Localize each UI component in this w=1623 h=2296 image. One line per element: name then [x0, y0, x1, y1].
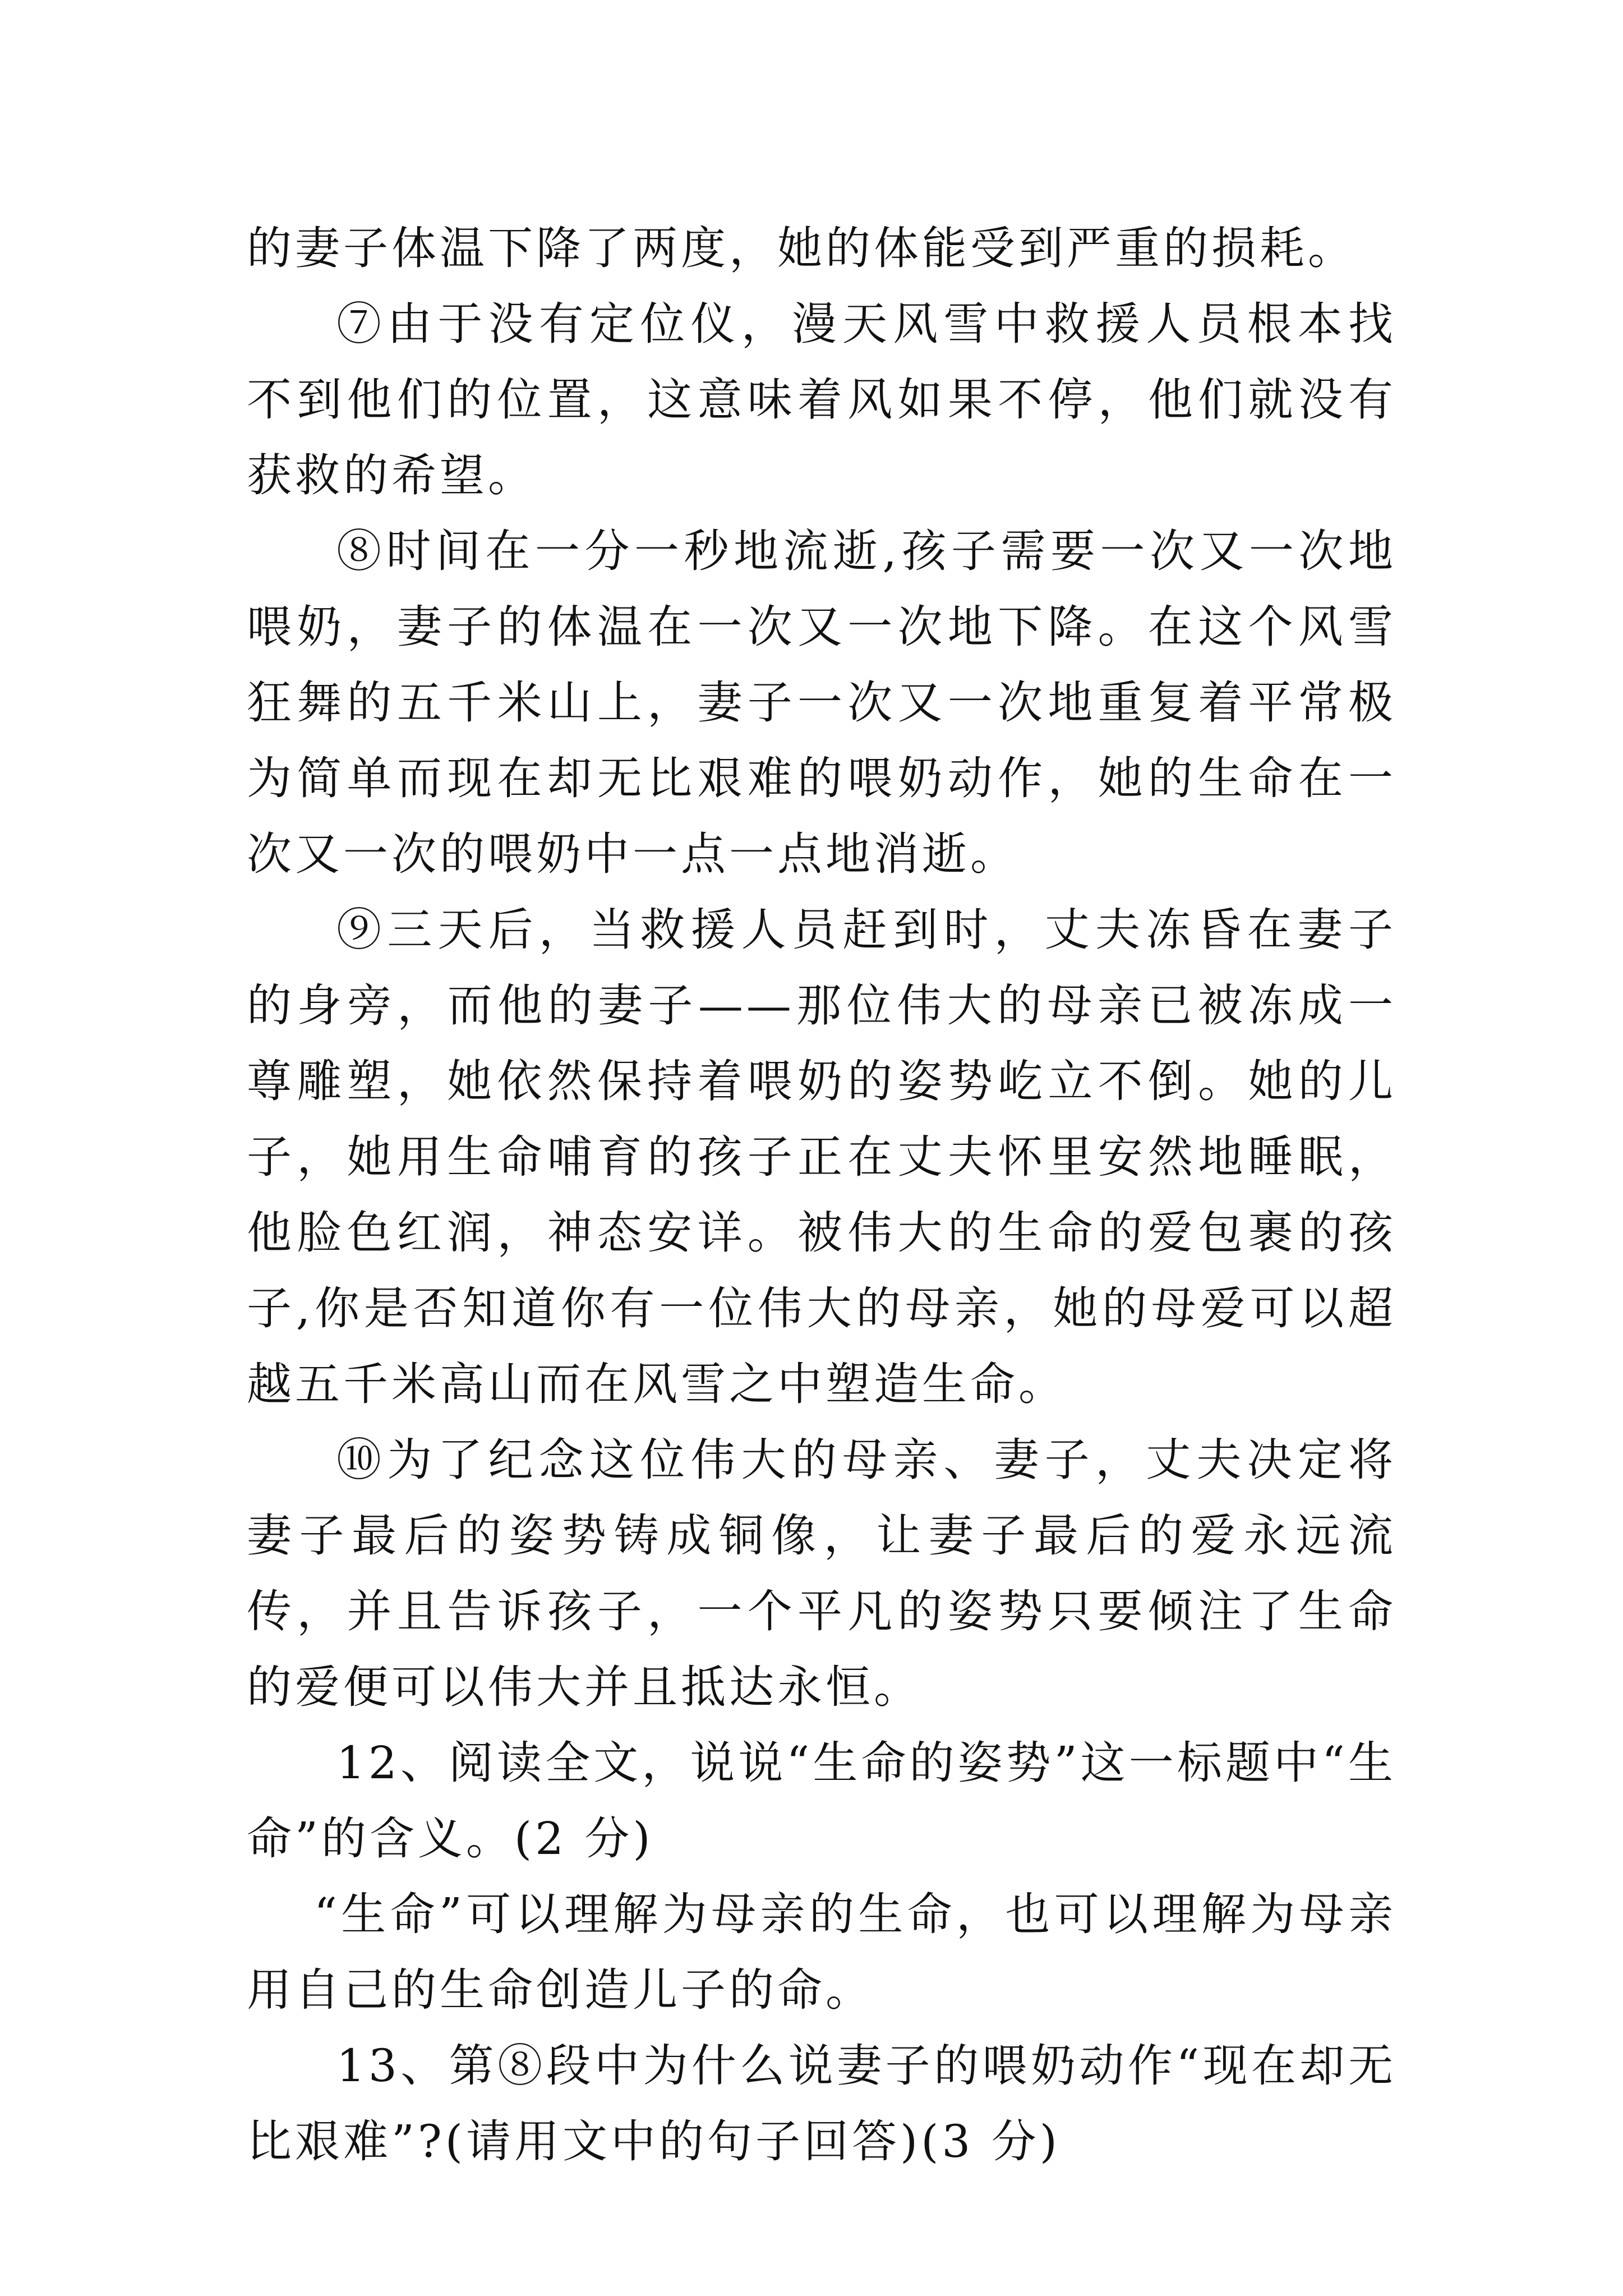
question-12: 12、阅读全文，说说“生命的姿势”这一标题中“生命”的含义。(2 分): [247, 1737, 1396, 1865]
answer-12: “生命”可以理解为母亲的生命，也可以理解为母亲用自己的生命创造儿子的命。: [247, 1888, 1396, 2016]
paragraph-8: ⑧时间在一分一秒地流逝,孩子需要一次又一次地喂奶，妻子的体温在一次又一次地下降。在这个风雪狂舞的五千米山上，妻子一次又一次地重复着平常极为简单而现在却无比艰难的喂奶动作，她的生命在一次又一次的喂奶中一点一点地消逝。: [247, 525, 1396, 880]
paragraph-10: ⑩为了纪念这位伟大的母亲、妻子，丈夫决定将妻子最后的姿势铸成铜像，让妻子最后的爱永远流传，并且告诉孩子，一个平凡的姿势只要倾注了生命的爱便可以伟大并且抵达永恒。: [247, 1434, 1396, 1713]
document-body: [247, 210, 1396, 2179]
paragraph-7: ⑦由于没有定位仪，漫天风雪中救援人员根本找不到他们的位置，这意味着风如果不停，他们就没有获救的希望。: [247, 298, 1396, 501]
paragraph-9: ⑨三天后，当救援人员赶到时，丈夫冻昏在妻子的身旁，而他的妻子——那位伟大的母亲已被冻成一尊雕塑，她依然保持着喂奶的姿势屹立不倒。她的儿子，她用生命哺育的孩子正在丈夫怀里安然地睡眠，他脸色红润，神态安详。被伟大的生命的爱包裹的孩子,你是否知道你有一位伟大的母亲，她的母爱可以超越五千米高山而在风雪之中塑造生命。: [247, 904, 1396, 1410]
paragraph-continuation: 的妻子体温下降了两度，她的体能受到严重的损耗。: [247, 222, 1356, 274]
question-13: 13、第⑧段中为什么说妻子的喂奶动作“现在却无比艰难”?(请用文中的句子回答)(3 分): [247, 2040, 1396, 2168]
